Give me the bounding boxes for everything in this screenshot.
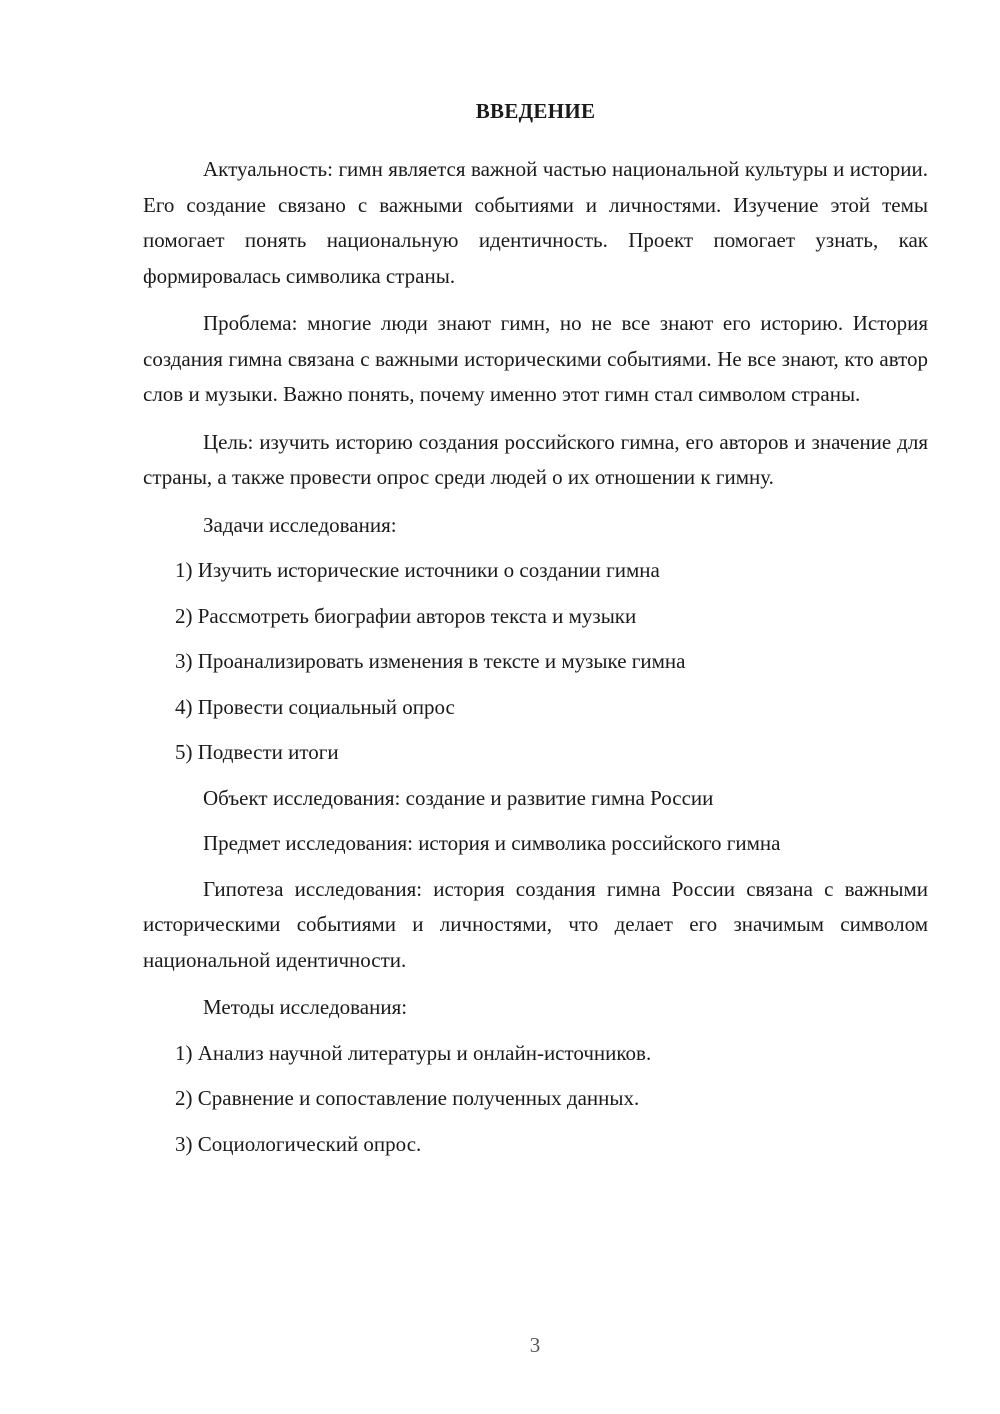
object-paragraph: Объект исследования: создание и развитие гимна России	[203, 785, 714, 810]
task-item-4: 4) Провести социальный опрос	[175, 694, 455, 719]
task-item-5: 5) Подвести итоги	[175, 740, 339, 764]
goal-paragraph: Цель: изучить историю создания российского гимна, его авторов и значение для страны, а также провести опрос среди людей о их отношении к гимну.	[143, 429, 928, 489]
method-item-2: 2) Сравнение и сопоставление полученных данных.	[175, 1086, 640, 1110]
relevance-paragraph: Актуальность: гимн является важной частью национальной культуры и истории. Его создание связано с важными событиями и личностями. Изучение этой темы помогает понять национальную идентичность. Проект помогает узнать, как формировалась символика страны.	[143, 157, 928, 288]
task-item-3: 3) Проанализировать изменения в тексте и музыке гимна	[175, 649, 686, 673]
section-title: ВВЕДЕНИЕ	[475, 99, 596, 123]
hypothesis-paragraph: Гипотеза исследования: история создания гимна России связана с важными историческими событиями и личностями, что делает его значимым символом национальной идентичности.	[143, 876, 928, 972]
tasks-heading: Задачи исследования:	[203, 512, 397, 537]
document-page	[143, 96, 928, 1162]
subject-paragraph: Предмет исследования: история и символика российского гимна	[203, 831, 781, 855]
page-number: 3	[529, 1333, 541, 1357]
task-item-1: 1) Изучить исторические источники о создании гимна	[175, 558, 660, 582]
problem-paragraph: Проблема: многие люди знают гимн, но не все знают его историю. История создания гимна связана с важными историческими событиями. Не все знают, кто автор слов и музыки. Важно понять, почему именно этот гимн стал символом страны.	[143, 311, 928, 406]
method-item-3: 3) Социологический опрос.	[175, 1131, 422, 1156]
methods-heading: Методы исследования:	[203, 995, 408, 1019]
task-item-2: 2) Рассмотреть биографии авторов текста и музыки	[175, 603, 637, 628]
method-item-1: 1) Анализ научной литературы и онлайн-источников.	[175, 1040, 652, 1065]
